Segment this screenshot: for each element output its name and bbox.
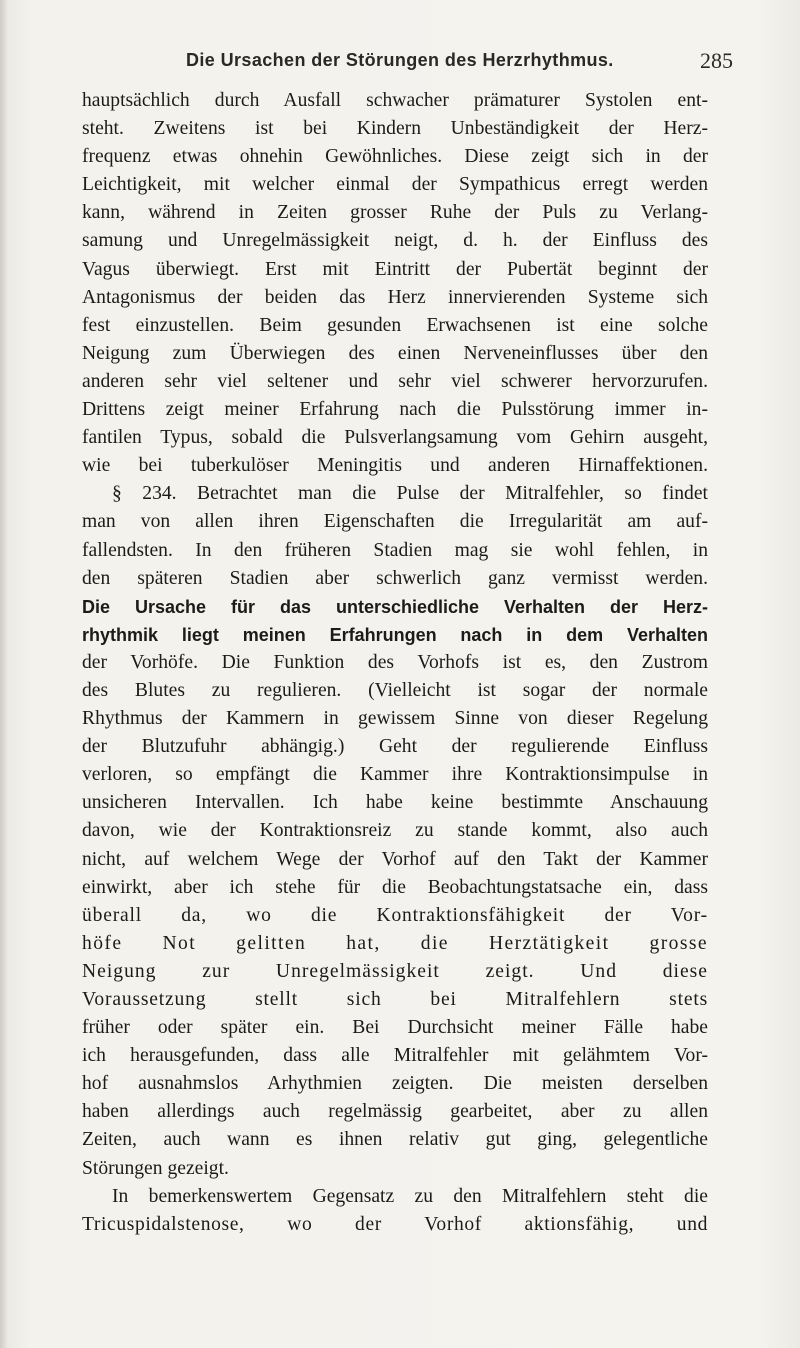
text-line: des Blutes zu regulieren. (Vielleicht ist sogar der normale — [82, 679, 708, 701]
text-line: Neigung zum Überwiegen des einen Nerveneinflusses über den — [82, 342, 708, 364]
text-line: anderen sehr viel seltener und sehr viel schwerer hervorzurufen. — [82, 370, 708, 392]
text-line: frequenz etwas ohnehin Gewöhnliches. Diese zeigt sich in der — [82, 146, 708, 168]
text-line: Drittens zeigt meiner Erfahrung nach die Pulsstörung immer in- — [82, 399, 708, 421]
text-line: Die Ursache für das unterschiedliche Verhalten der Herz- — [82, 596, 708, 617]
text-line: Voraussetzung stellt sich bei Mitralfehlern stets — [82, 989, 708, 1010]
text-line: samung und Unregelmässigkeit neigt, d. h. der Einfluss des — [82, 230, 708, 252]
text-line: unsicheren Intervallen. Ich habe keine bestimmte Anschauung — [82, 792, 708, 814]
text-line: ich herausgefunden, dass alle Mitralfehler mit gelähmtem Vor- — [82, 1045, 708, 1067]
page-edge-shadow — [0, 0, 8, 1348]
text-line: nicht, auf welchem Wege der Vorhof auf den Takt der Kammer — [82, 848, 708, 870]
text-line: verloren, so empfängt die Kammer ihre Kontraktionsimpulse in — [82, 764, 708, 786]
text-line: fest einzustellen. Beim gesunden Erwachsenen ist eine solche — [82, 314, 708, 336]
text-line: Zeiten, auch wann es ihnen relativ gut ging, gelegentliche — [82, 1129, 708, 1151]
text-line: fallendsten. In den früheren Stadien mag sie wohl fehlen, in — [82, 539, 708, 561]
text-line: man von allen ihren Eigenschaften die Irregularität am auf- — [82, 511, 708, 533]
text-line: der Blutzufuhr abhängig.) Geht der regulierende Einfluss — [82, 736, 708, 758]
text-line: Rhythmus der Kammern in gewissem Sinne von dieser Regelung — [82, 708, 708, 730]
text-line: In bemerkenswertem Gegensatz zu den Mitralfehlern steht die — [112, 1185, 708, 1207]
text-line: Vagus überwiegt. Erst mit Eintritt der Pubertät beginnt der — [82, 258, 708, 280]
text-line: höfe Not gelitten hat, die Herztätigkeit grosse — [82, 932, 708, 954]
text-line: haben allerdings auch regelmässig gearbeitet, aber zu allen — [82, 1101, 708, 1123]
text-line: steht. Zweitens ist bei Kindern Unbeständigkeit der Herz- — [82, 118, 708, 140]
text-line: Neigung zur Unregelmässigkeit zeigt. Und diese — [82, 960, 708, 982]
text-line: einwirkt, aber ich stehe für die Beobachtungstatsache ein, dass — [82, 876, 708, 898]
text-line: hauptsächlich durch Ausfall schwacher prämaturer Systolen ent- — [82, 90, 708, 111]
text-line: Tricuspidalstenose, wo der Vorhof aktionsfähig, und — [82, 1213, 708, 1235]
text-line: früher oder später ein. Bei Durchsicht meiner Fälle habe — [82, 1017, 708, 1039]
text-line: Antagonismus der beiden das Herz innervierenden Systeme sich — [82, 286, 708, 308]
text-line: § 234. Betrachtet man die Pulse der Mitralfehler, so findet — [112, 483, 708, 505]
text-line: wie bei tuberkulöser Meningitis und anderen Hirnaffektionen. — [82, 455, 708, 477]
text-line: überall da, wo die Kontraktionsfähigkeit der Vor- — [82, 904, 708, 926]
text-line: den späteren Stadien aber schwerlich ganz vermisst werden. — [82, 567, 708, 589]
text-line: rhythmik liegt meinen Erfahrungen nach in dem Verhalten — [82, 624, 708, 645]
text-line: Leichtigkeit, mit welcher einmal der Sympathicus erregt werden — [82, 174, 708, 196]
text-line: fantilen Typus, sobald die Pulsverlangsamung vom Gehirn ausgeht, — [82, 427, 708, 449]
running-title: Die Ursachen der Störungen des Herzrhythmus. — [186, 50, 614, 70]
body-text — [82, 87, 708, 1239]
text-line: davon, wie der Kontraktionsreiz zu stande kommt, also auch — [82, 820, 708, 842]
page-number: 285 — [700, 48, 733, 73]
text-line: Störungen gezeigt. — [82, 1157, 229, 1179]
text-line: der Vorhöfe. Die Funktion des Vorhofs ist es, den Zustrom — [82, 651, 708, 673]
text-line: kann, während in Zeiten grosser Ruhe der Puls zu Verlang- — [82, 202, 708, 224]
text-line: hof ausnahmslos Arhythmien zeigten. Die meisten derselben — [82, 1073, 708, 1095]
